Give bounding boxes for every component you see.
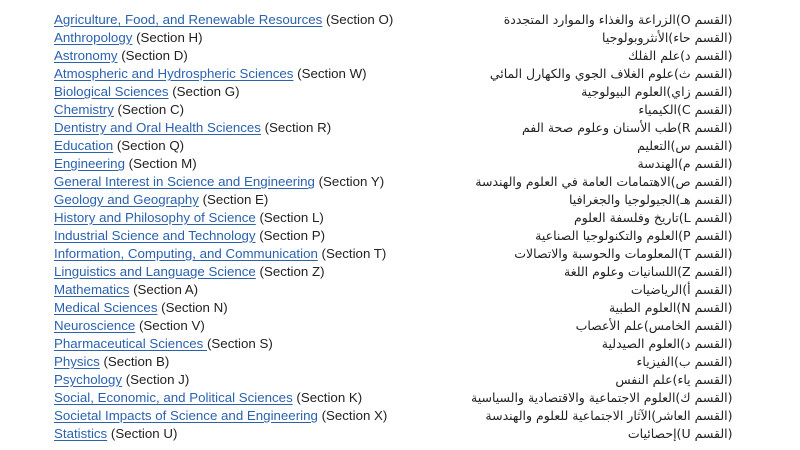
- section-row-en: [54, 425, 393, 443]
- section-row-ar: (القسم هـ)الجيولوجيا والجغرافيا: [569, 192, 733, 207]
- section-code-label: (Section T): [317, 246, 387, 261]
- section-row-ar: (القسم L)تاريخ وفلسفة العلوم: [573, 210, 733, 225]
- section-code-label: (Section C): [113, 102, 185, 117]
- section-code-label: (Section N): [157, 300, 228, 315]
- section-code-label: (Section R): [260, 120, 332, 135]
- section-row-ar: (القسم د)العلوم الصيدلية: [601, 336, 733, 351]
- section-code-label: (Section L): [255, 210, 324, 225]
- section-row-en: [54, 281, 393, 299]
- section-link[interactable]: Psychology: [54, 372, 122, 387]
- english-section-list: [54, 11, 393, 443]
- section-link[interactable]: Pharmaceutical Sciences: [54, 336, 207, 351]
- section-code-label: (Section U): [107, 426, 178, 441]
- section-link[interactable]: Medical Sciences: [54, 300, 158, 315]
- section-link[interactable]: Agriculture, Food, and Renewable Resources: [54, 12, 323, 27]
- section-row-ar: (القسم N)العلوم الطبية: [608, 300, 733, 315]
- section-code-label: (Section Z): [255, 264, 325, 279]
- section-row-en: [54, 299, 393, 317]
- section-link[interactable]: Chemistry: [54, 102, 114, 117]
- section-row-ar: (القسم T)المعلومات والحوسبة والاتصالات: [514, 246, 733, 261]
- section-code-label: (Section B): [99, 354, 170, 369]
- section-link[interactable]: Information, Computing, and Communication: [54, 246, 318, 261]
- section-code-label: (Section M): [124, 156, 197, 171]
- section-row-en: [54, 65, 393, 83]
- section-code-label: (Section P): [255, 228, 326, 243]
- section-row-ar: (القسم أ)الرياضيات: [630, 282, 733, 297]
- section-row-en: [54, 173, 393, 191]
- section-link[interactable]: Astronomy: [54, 48, 118, 63]
- section-row-en: [54, 191, 393, 209]
- section-row-en: [54, 335, 393, 353]
- section-link[interactable]: Societal Impacts of Science and Engineering: [54, 408, 318, 423]
- section-row-en: [54, 47, 393, 65]
- section-code-label: (Section G): [168, 84, 240, 99]
- section-row-en: [54, 11, 393, 29]
- section-row-ar: (القسم ب)الفيزياء: [636, 354, 733, 369]
- arabic-section-list: [471, 11, 733, 443]
- section-link[interactable]: Geology and Geography: [54, 192, 199, 207]
- section-row-ar: (القسم P)العلوم والتكنولوجيا الصناعية: [535, 228, 733, 243]
- section-link[interactable]: Neuroscience: [54, 318, 136, 333]
- section-row-en: [54, 155, 393, 173]
- section-link[interactable]: Physics: [54, 354, 100, 369]
- section-code-label: (Section J): [122, 372, 190, 387]
- section-code-label: (Section O): [322, 12, 394, 27]
- section-code-label: (Section W): [293, 66, 367, 81]
- section-code-label: (Section V): [135, 318, 205, 333]
- section-code-label: (Section S): [207, 336, 273, 351]
- section-row-ar: (القسم ك)العلوم الاجتماعية والاقتصادية والسياسية: [471, 390, 733, 405]
- section-row-en: [54, 137, 393, 155]
- section-link[interactable]: History and Philosophy of Science: [54, 210, 256, 225]
- section-link[interactable]: Statistics: [54, 426, 108, 441]
- section-row-ar: (القسم س)التعليم: [637, 138, 733, 153]
- section-row-ar: (القسم C)الكيمياء: [638, 102, 733, 117]
- section-row-en: [54, 371, 393, 389]
- section-row-en: [54, 119, 393, 137]
- section-row-ar: (القسم د)علم الفلك: [627, 48, 733, 63]
- section-row-en: [54, 227, 393, 245]
- section-row-en: [54, 353, 393, 371]
- section-row-en: [54, 83, 393, 101]
- section-link[interactable]: Social, Economic, and Political Sciences: [54, 390, 293, 405]
- section-row-en: [54, 29, 393, 47]
- section-row-ar: (القسم ياء)علم النفس: [615, 372, 733, 387]
- section-row-ar: (القسم ص)الاهتمامات العامة في العلوم والهندسة: [475, 174, 733, 189]
- section-code-label: (Section H): [132, 30, 203, 45]
- section-link[interactable]: Mathematics: [54, 282, 130, 297]
- section-row-en: [54, 263, 393, 281]
- section-row-en: [54, 317, 393, 335]
- section-code-label: (Section X): [317, 408, 388, 423]
- section-row-ar: (القسم م)الهندسة: [637, 156, 733, 171]
- section-code-label: (Section Q): [113, 138, 185, 153]
- section-row-ar: (القسم Z)اللسانيات وعلوم اللغة: [564, 264, 733, 279]
- section-code-label: (Section K): [292, 390, 363, 405]
- section-link[interactable]: Industrial Science and Technology: [54, 228, 256, 243]
- section-row-en: [54, 101, 393, 119]
- section-link[interactable]: Biological Sciences: [54, 84, 169, 99]
- section-row-en: [54, 245, 393, 263]
- section-row-ar: (القسم زاي)العلوم البيولوجية: [581, 84, 733, 99]
- section-code-label: (Section D): [117, 48, 188, 63]
- section-link[interactable]: Linguistics and Language Science: [54, 264, 256, 279]
- section-link[interactable]: Education: [54, 138, 114, 153]
- section-row-en: [54, 407, 393, 425]
- section-row-ar: (القسم U)إحصائيات: [627, 426, 733, 441]
- section-code-label: (Section E): [198, 192, 269, 207]
- section-link[interactable]: Engineering: [54, 156, 125, 171]
- section-row-ar: (القسم O)الزراعة والغذاء والموارد المتجددة: [503, 12, 733, 27]
- section-row-en: [54, 209, 393, 227]
- section-row-ar: (القسم R)طب الأسنان وعلوم صحة الفم: [521, 120, 733, 135]
- section-row-ar: (القسم العاشر)الآثار الاجتماعية للعلوم والهندسة: [485, 408, 733, 423]
- section-link[interactable]: Dentistry and Oral Health Sciences: [54, 120, 261, 135]
- section-link[interactable]: Atmospheric and Hydrospheric Sciences: [54, 66, 294, 81]
- section-code-label: (Section Y): [314, 174, 385, 189]
- section-code-label: (Section A): [129, 282, 199, 297]
- section-row-ar: (القسم ث)علوم الغلاف الجوي والكهارل المائي: [489, 66, 733, 81]
- section-row-ar: (القسم الخامس)علم الأعصاب: [575, 318, 733, 333]
- section-row-ar: (القسم حاء)الأنثروبولوجيا: [602, 30, 733, 45]
- section-link[interactable]: Anthropology: [54, 30, 133, 45]
- section-link[interactable]: General Interest in Science and Engineering: [54, 174, 315, 189]
- section-row-en: [54, 389, 393, 407]
